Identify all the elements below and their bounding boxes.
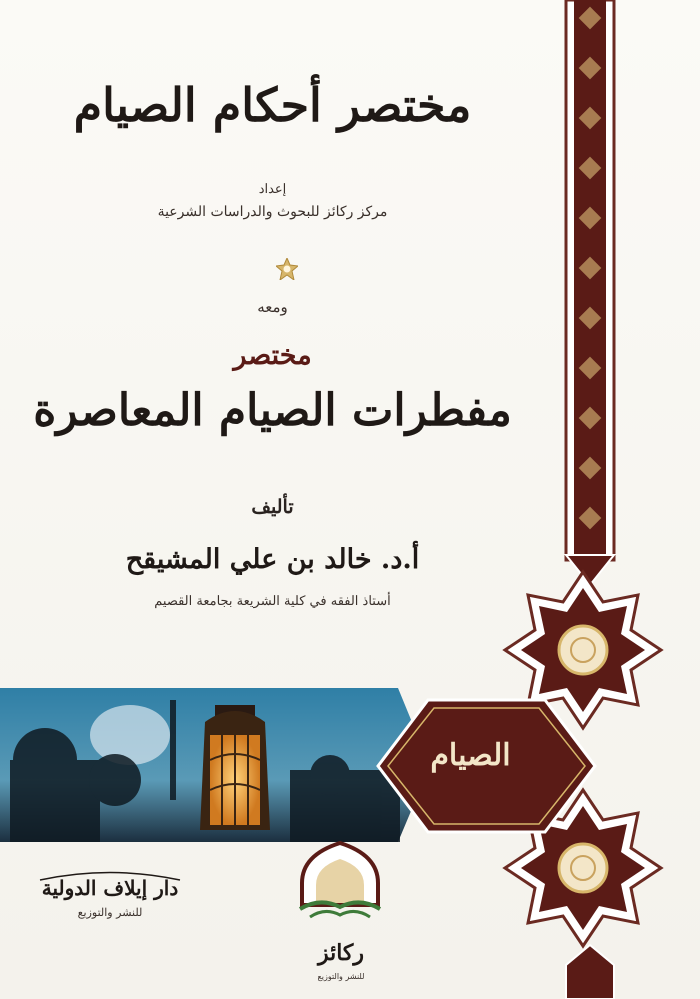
ornament-star-icon — [276, 258, 298, 280]
prepared-by: مركز ركائز للبحوث والدراسات الشرعية — [157, 204, 388, 220]
book-title: مختصر أحكام الصيام — [73, 78, 472, 132]
lantern-icon — [200, 705, 270, 830]
publisher-rakaez-name: ركائز — [317, 940, 365, 966]
author-affiliation: أستاذ الفقه في كلية الشريعة بجامعة القصيم — [154, 594, 391, 609]
author-label: تأليف — [251, 496, 294, 518]
with-label: ومعه — [257, 298, 288, 316]
bottom-ornament-stub — [566, 945, 614, 999]
mosque-lantern-photo — [0, 688, 430, 842]
badge-label: الصيام — [430, 738, 511, 773]
second-title: مفطرات الصيام المعاصرة — [33, 385, 512, 436]
publisher-ilaf-desc: للنشر والتوزيع — [77, 906, 143, 919]
publisher-ilaf-name: دار إيلاف الدولية — [41, 876, 179, 900]
rakaez-logo-icon — [300, 843, 380, 917]
publisher-ilaf — [20, 876, 200, 919]
vertical-ornament-strip — [566, 0, 614, 585]
publisher-rakaez-desc: للنشر والتوزيع — [317, 972, 365, 981]
author-name: أ.د. خالد بن علي المشيقح — [125, 544, 420, 575]
prepared-label: إعداد — [258, 182, 287, 197]
sub-title-label: مختصر — [233, 340, 312, 371]
